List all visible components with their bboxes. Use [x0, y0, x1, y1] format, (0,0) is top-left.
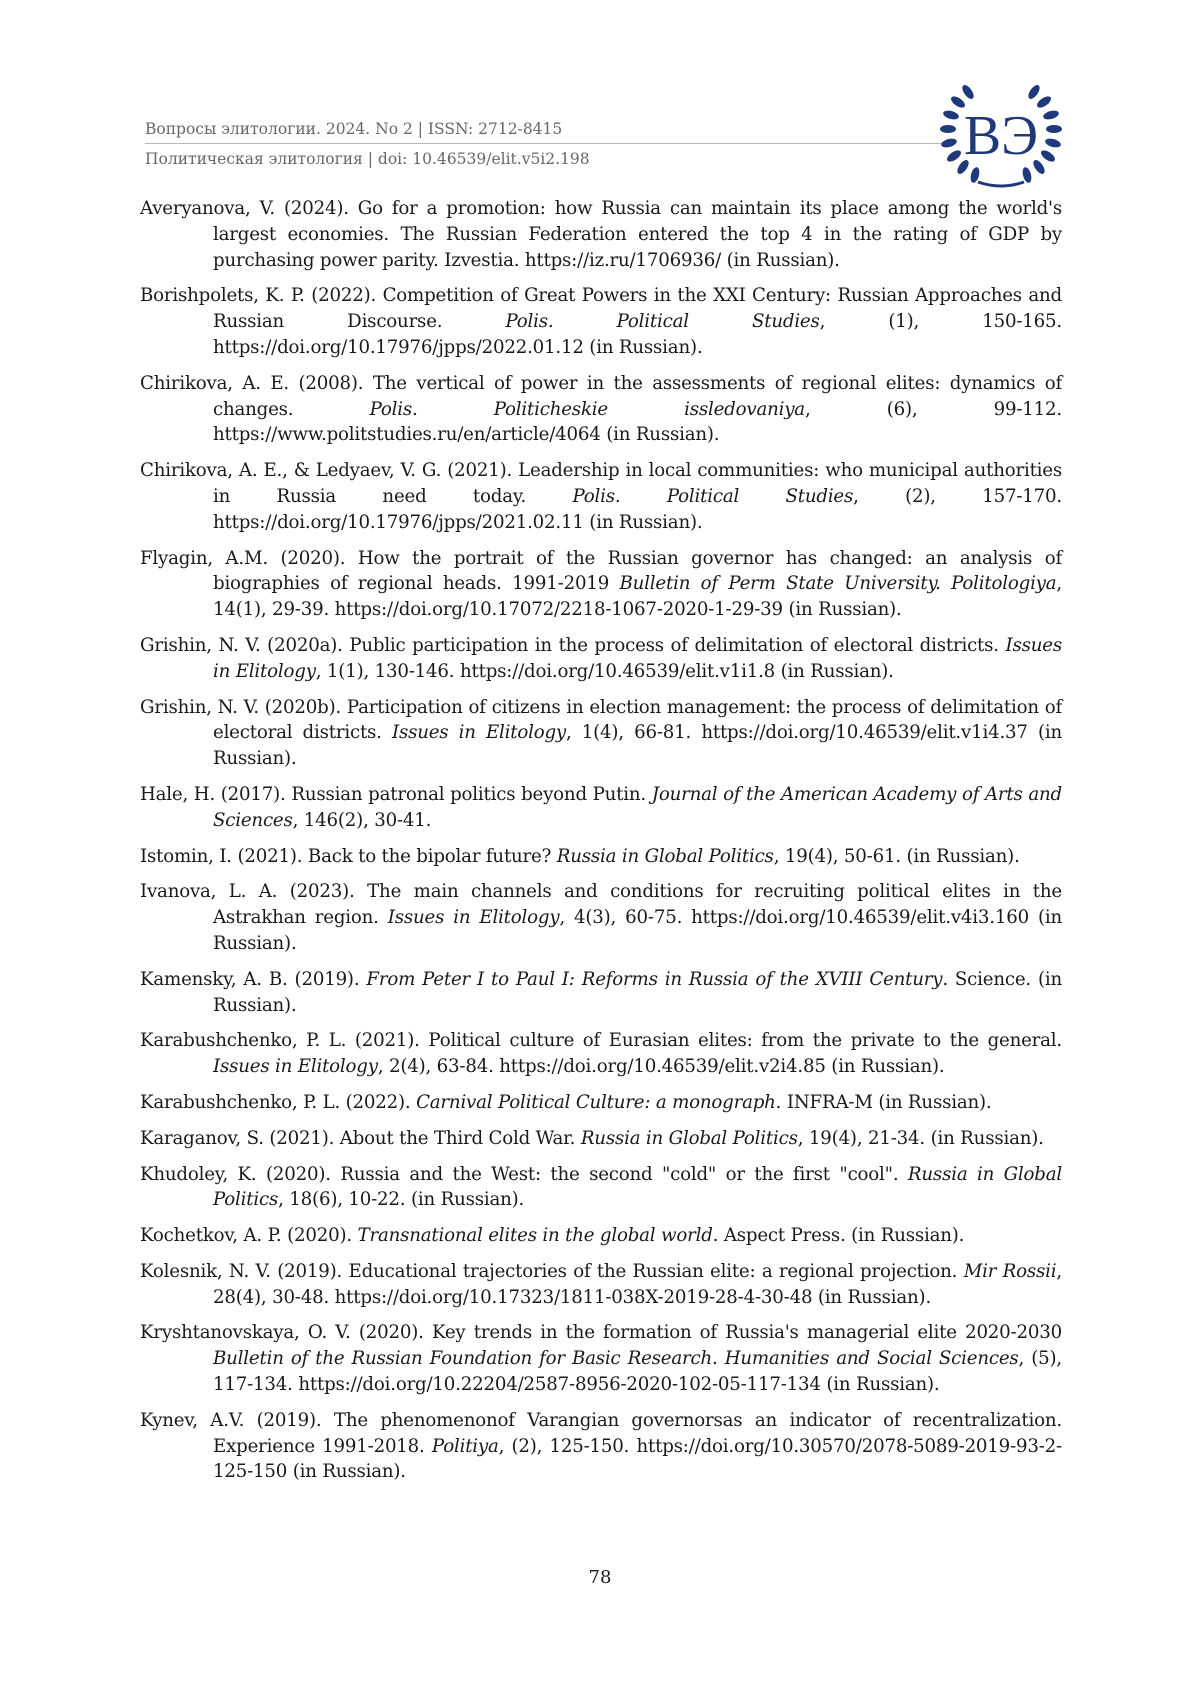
reference-entry [140, 1090, 1062, 1116]
reference-entry [140, 1320, 1062, 1397]
reference-entry [140, 633, 1062, 685]
reference-source-title: Issues in Elitology [387, 907, 560, 929]
reference-text: Chirikova, A. E., & Ledyaev, V. G. (2021). Leadership in local communities: who municipal authorities in Russia need today. [140, 460, 1062, 507]
reference-details: , 18(6), 10-22. (in Russian). [278, 1189, 525, 1211]
reference-details: , (6), 99-112. https://www.politstudies.ru/en/article/4064 (in Russian). [213, 398, 1062, 446]
reference-entry [140, 1028, 1062, 1080]
reference-source-title: From Peter I to Paul I: Reforms in Russia of the XVIII Century [366, 968, 943, 990]
reference-details: , (5), 117-134. https://doi.org/10.22204/2587-8956-2020-102-05-117-134 (in Russian). [213, 1348, 1062, 1396]
reference-entry [140, 283, 1062, 360]
page-number: 78 [588, 1567, 612, 1588]
reference-details: , 28(4), 30-48. https://doi.org/10.17323/1811-038X-2019-28-4-30-48 (in Russian). [213, 1260, 1062, 1308]
reference-text: Karabushchenko, P. L. (2021). Political culture of Eurasian elites: from the private to the general. [140, 1030, 1062, 1052]
reference-details: . Aspect Press. (in Russian). [712, 1225, 965, 1247]
reference-entry [140, 879, 1062, 956]
reference-source-title: Bulletin of Perm State University. Politologiya [619, 573, 1057, 595]
reference-entry [140, 196, 1062, 273]
reference-text: Kochetkov, A. P. (2020). [140, 1225, 358, 1247]
reference-source-title: Bulletin of the Russian Foundation for Basic Research. Humanities and Social Sciences [213, 1348, 1019, 1370]
reference-text: Kynev, A.V. (2019). The phenomenonof Varangian governorsas an indicator of recentralization. Experience 1991-2018. [140, 1409, 1062, 1457]
reference-text: Grishin, N. V. (2020a). Public participation in the process of delimitation of electoral districts. [140, 634, 1006, 656]
reference-entry [140, 1223, 1062, 1249]
journal-issue-line: Вопросы элитологии. 2024. No 2 | ISSN: 2712-8415 [145, 118, 945, 144]
reference-source-title: Journal of the American Academy of Arts and Sciences [213, 783, 1062, 831]
reference-text: Karabushchenko, P. L. (2022). [140, 1091, 417, 1113]
reference-entry [140, 782, 1062, 834]
reference-details: , 4(3), 60-75. https://doi.org/10.46539/elit.v4i3.160 (in Russian). [213, 907, 1062, 954]
journal-doi-line: Политическая элитология | doi: 10.46539/elit.v5i2.198 [145, 150, 590, 168]
reference-text: Grishin, N. V. (2020b). Participation of citizens in election management: the process of delimitation of electoral districts. [140, 696, 1062, 744]
reference-text: Borishpolets, K. P. (2022). Competition of Great Powers in the XXI Century: Russian Approaches and Russian Discourse. [140, 285, 1062, 333]
reference-entry [140, 1259, 1062, 1311]
reference-entry [140, 1408, 1062, 1485]
reference-details: , (2), 125-150. https://doi.org/10.30570/2078-5089-2019-93-2-125-150 (in Russian). [213, 1435, 1063, 1483]
reference-entry [140, 371, 1062, 448]
logo-monogram: ВЭ [963, 105, 1039, 167]
reference-details: , (1), 150-165. https://doi.org/10.17976/jpps/2022.01.12 (in Russian). [213, 311, 1062, 358]
reference-source-title: Polis. Politicheskie issledovaniya [369, 398, 805, 420]
reference-source-title: Issues in Elitology [391, 722, 567, 744]
reference-details: , 1(1), 130-146. https://doi.org/10.46539/elit.v1i1.8 (in Russian). [315, 660, 894, 682]
reference-text: Karaganov, S. (2021). About the Third Cold War. [140, 1127, 581, 1149]
reference-text: Kamensky, A. B. (2019). [140, 968, 367, 990]
reference-text: Kryshtanovskaya, O. V. (2020). Key trends in the formation of Russia's managerial elite 2020-2030 [140, 1322, 1062, 1344]
reference-details: , 19(4), 50-61. (in Russian). [773, 845, 1020, 867]
reference-entry [140, 1126, 1062, 1152]
reference-text: Khudoley, K. (2020). Russia and the West: the second "cold" or the first "cool". [140, 1163, 908, 1185]
reference-text: Flyagin, A.M. (2020). How the portrait of the Russian governor has changed: an analysis of biographies of regional heads. 1991-2019 [140, 547, 1062, 595]
reference-list [140, 196, 1062, 1495]
reference-source-title: Russia in Global Politics [556, 845, 774, 867]
reference-source-title: Polis. Political Studies [505, 311, 820, 333]
reference-details: . INFRA-M (in Russian). [775, 1091, 992, 1113]
reference-entry [140, 695, 1062, 772]
reference-text: Hale, H. (2017). Russian patronal politics beyond Putin. [140, 783, 652, 805]
reference-entry [140, 967, 1062, 1019]
reference-source-title: Carnival Political Culture: a monograph [416, 1091, 776, 1113]
reference-text: Chirikova, A. E. (2008). The vertical of power in the assessments of regional elites: dynamics of changes. [140, 372, 1062, 420]
reference-source-title: Issues in Elitology [213, 1056, 378, 1078]
reference-details: , (2), 157-170. https://doi.org/10.17976/jpps/2021.02.11 (in Russian). [213, 485, 1062, 533]
reference-source-title: Transnational elites in the global world [357, 1225, 713, 1247]
reference-source-title: Russia in Global Politics [580, 1127, 798, 1149]
reference-details: , 19(4), 21-34. (in Russian). [797, 1127, 1044, 1149]
reference-entry [140, 458, 1062, 535]
reference-text: Kolesnik, N. V. (2019). Educational trajectories of the Russian elite: a regional projection. [140, 1260, 964, 1282]
reference-source-title: Mir Rossii [963, 1260, 1057, 1282]
reference-source-title: Politiya [431, 1435, 499, 1457]
reference-source-title: Polis. Political Studies [572, 485, 854, 507]
reference-entry [140, 1162, 1062, 1214]
reference-details: , 146(2), 30-41. [292, 809, 432, 831]
reference-details: , 14(1), 29-39. https://doi.org/10.17072/2218-1067-2020-1-29-39 (in Russian). [213, 573, 1062, 621]
reference-entry [140, 844, 1062, 870]
reference-text: Averyanova, V. (2024). Go for a promotion: how Russia can maintain its place among the world's largest economies. The Russian Federation entered the top 4 in the rating of GDP by purchasing power parity. Izvestia. https://iz.ru/1706936/ (in Russian). [140, 198, 1062, 271]
reference-details: , 1(4), 66-81. https://doi.org/10.46539/elit.v1i4.37 (in Russian). [213, 722, 1062, 770]
laurel-wreath-icon [938, 80, 1064, 192]
running-header [145, 118, 945, 170]
reference-details: , 2(4), 63-84. https://doi.org/10.46539/elit.v2i4.85 (in Russian). [377, 1056, 945, 1078]
reference-entry [140, 546, 1062, 623]
reference-details: . Science. (in Russian). [213, 968, 1062, 1016]
reference-source-title: Issues in Elitology [213, 634, 1062, 682]
reference-source-title: Russia in Global Politics [213, 1163, 1062, 1211]
reference-text: Ivanova, L. A. (2023). The main channels and conditions for recruiting political elites in the Astrakhan region. [140, 881, 1062, 929]
reference-text: Istomin, I. (2021). Back to the bipolar future? [140, 845, 557, 867]
